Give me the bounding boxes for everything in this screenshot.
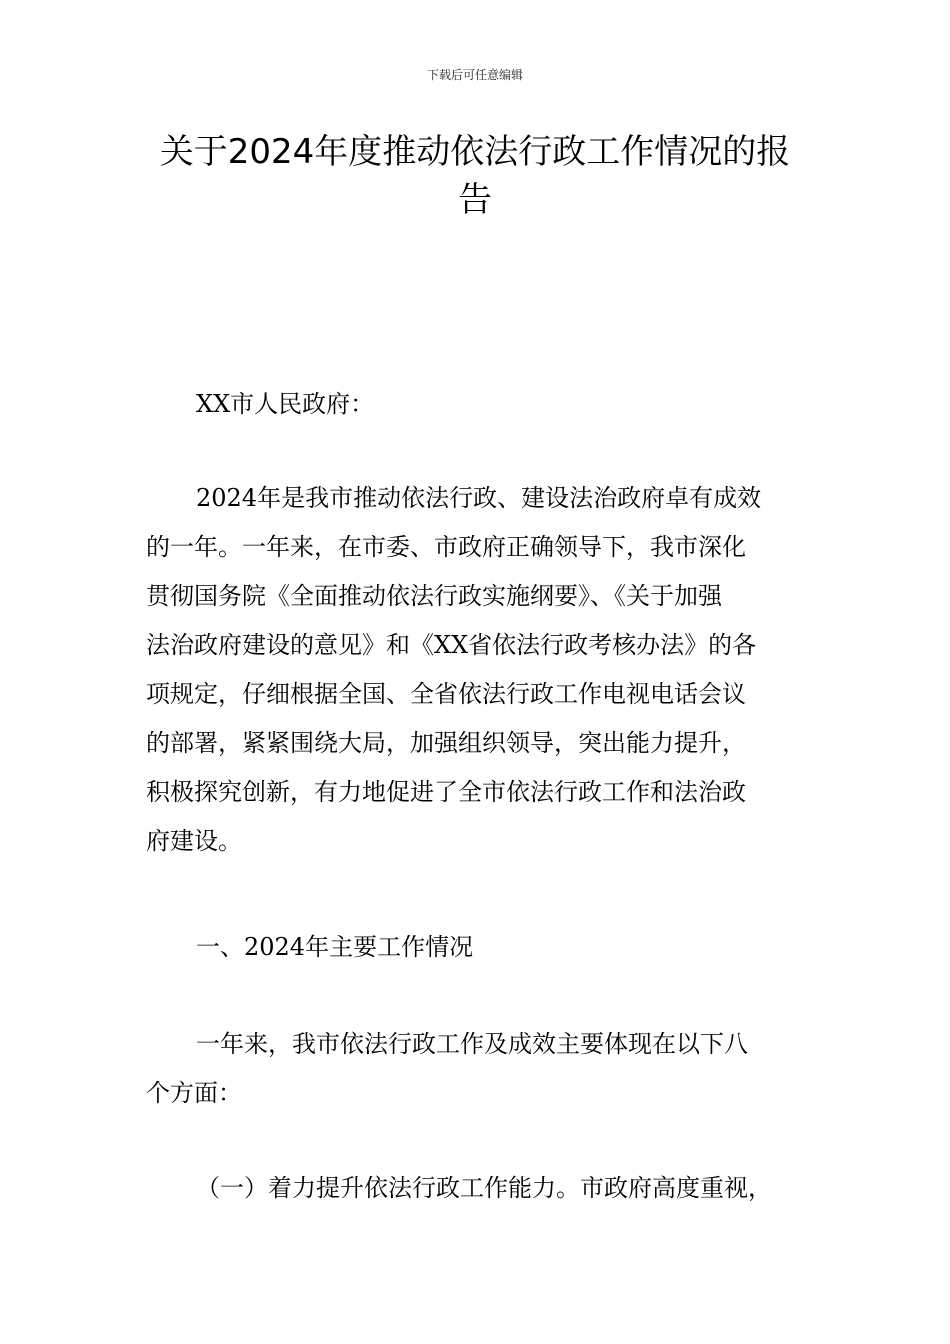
document-title	[140, 128, 810, 224]
paragraph-line: 的一年。一年来，在市委、市政府正确领导下，我市深化	[146, 533, 746, 561]
paragraph-line: 贯彻国务院《全面推动依法行政实施纲要》、《关于加强	[146, 582, 722, 610]
title-line-2: 告	[458, 180, 492, 220]
section-heading-1: 一、2024年主要工作情况	[196, 933, 474, 961]
paragraph-3: （一）着力提升依法行政工作能力。市政府高度重视，	[196, 1174, 772, 1202]
salutation: XX市人民政府：	[196, 390, 375, 418]
paragraph-line: 的部署，紧紧围绕大局，加强组织领导，突出能力提升，	[146, 729, 746, 757]
paragraph-line: 积极探究创新，有力地促进了全市依法行政工作和法治政	[146, 778, 746, 806]
title-line-1: 关于2024年度推动依法行政工作情况的报	[159, 132, 791, 172]
paragraph-line: 项规定，仔细根据全国、全省依法行政工作电视电话会议	[146, 680, 746, 708]
paragraph-line: 法治政府建设的意见》和《XX省依法行政考核办法》的各	[146, 631, 757, 659]
paragraph-1	[146, 474, 811, 866]
paragraph-line: 个方面：	[146, 1079, 242, 1107]
paragraph-line: 府建设。	[146, 827, 242, 855]
paragraph-2	[146, 1020, 811, 1118]
header-note: 下载后可任意编辑	[426, 68, 523, 82]
paragraph-line: 一年来，我市依法行政工作及成效主要体现在以下八	[196, 1030, 748, 1058]
paragraph-line: 2024年是我市推动依法行政、建设法治政府卓有成效	[196, 484, 762, 512]
